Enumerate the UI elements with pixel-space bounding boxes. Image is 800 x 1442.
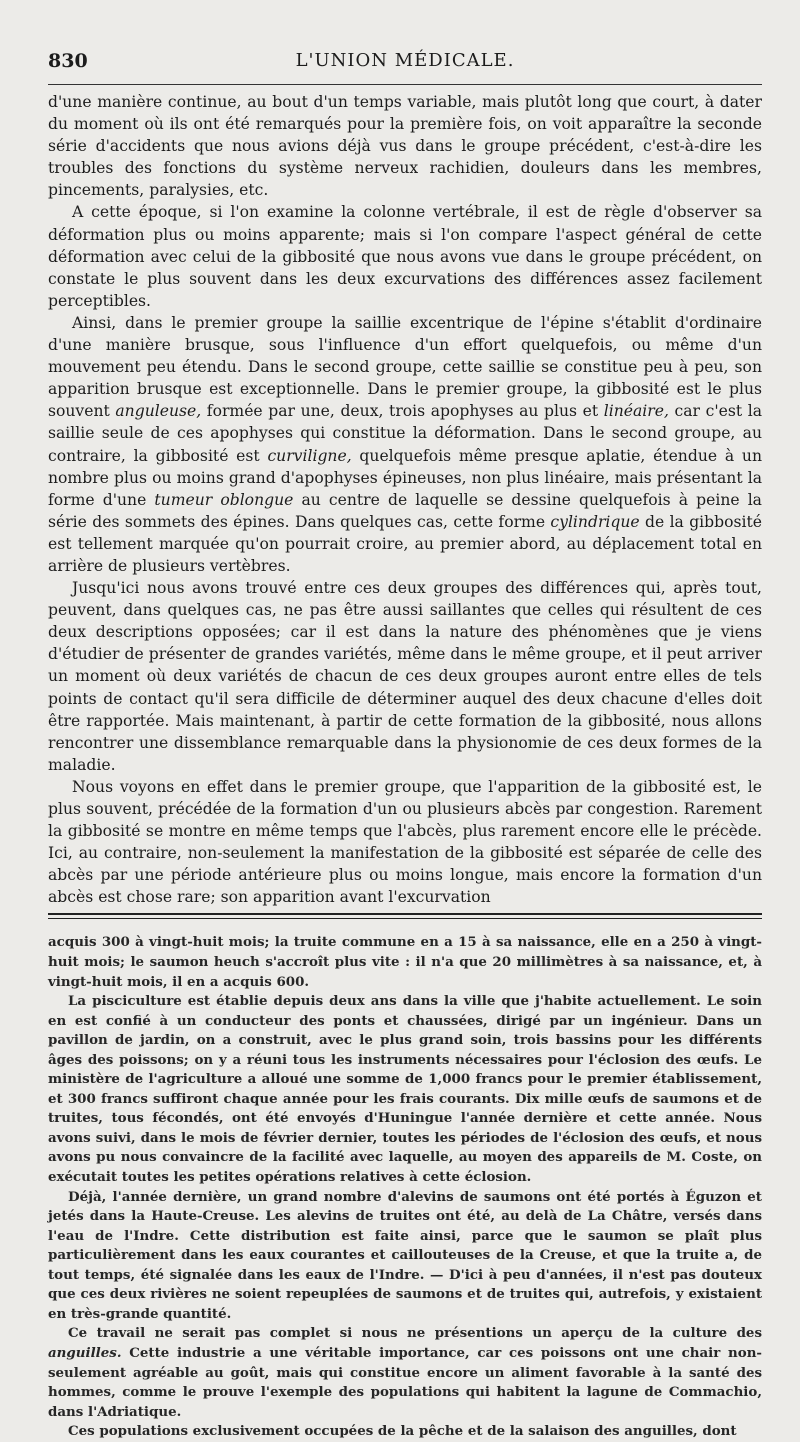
- italic-anguilles: anguilles.: [48, 1344, 122, 1361]
- paragraph-3-text-a: Ainsi, dans le premier groupe la saillie excentrique de l'épine s'établit d'ordinaire d'une manière brusque, sous l'influence d'un effort quelquefois, ou même d'un mouvement peu étendu. Dans le second groupe, cette saillie se constitue peu à peu, son apparition brusque est exceptionnelle. Dans le premier groupe, la gibbosité est le plus souvent: [48, 313, 762, 421]
- footnote-paragraph-4-text-a: Ce travail ne serait pas complet si nous ne présentions un aperçu de la culture des: [68, 1325, 762, 1342]
- paragraph-3-text-e: au centre de laquelle se dessine quelquefois à peine la série des sommets des épines. Dans quelques cas, cette forme: [48, 490, 762, 531]
- separator-thick-rule: [48, 913, 762, 915]
- page-header: [48, 44, 762, 74]
- paragraph-3: [48, 312, 762, 577]
- footnote-paragraph-3: Déjà, l'année dernière, un grand nombre d'alevins de saumons ont été portés à Éguzon et jetés dans la Haute-Creuse. Les alevins de truites ont été, au delà de La Châtre, versés dans l'eau de l'Indre. Cette distribution est faite ainsi, parce que le saumon se plaît plus particulièrement dans les eaux courantes et caillouteuses de la Creuse, et que la truite a, de tout temps, été signalée dans les eaux de l'Indre. — D'ici à peu d'années, il n'est pas douteux que ces deux rivières ne soient repeuplées de saumons et de truites qui, autrefois, y existaient en très-grande quantité.: [48, 1188, 762, 1322]
- paragraph-2: A cette époque, si l'on examine la colonne vertébrale, il est de règle d'observer sa déformation plus ou moins apparente; mais si l'on compare l'aspect général de cette déformation avec celui de la gibbosité que nous avons vue dans le groupe précédent, on constate le plus souvent dans les deux excurvations des différences assez facilement perceptibles.: [48, 203, 762, 310]
- paragraph-3-text-f: de la gibbosité est tellement marquée qu'on pourrait croire, au premier abord, au déplacement total en arrière de plusieurs vertèbres.: [48, 512, 763, 575]
- footnote-text: [48, 933, 762, 1441]
- paragraph-3-text-c: car c'est la saillie seule de ces apophyses qui constitue la déformation. Dans le second groupe, au contraire, la gibbosité est: [48, 402, 762, 465]
- paragraph-3-text-b: formée par une, deux, trois apophyses au plus et: [201, 402, 604, 421]
- footnote-paragraph-5: Ces populations exclusivement occupées de la pêche et de la salaison des anguilles, dont: [68, 1423, 737, 1440]
- running-title: L'UNION MÉDICALE.: [295, 50, 515, 71]
- italic-curviligne: curviligne,: [267, 446, 352, 465]
- footnote-paragraph-1: acquis 300 à vingt-huit mois; la truite commune en a 15 à sa naissance, elle en a 250 à vingt-huit mois; le saumon heuch s'accroît plus vite : il n'a que 20 millimètres à sa naissance, et, à vingt-huit mois, il en a acquis 600.: [48, 934, 762, 990]
- footnote-separator: [48, 913, 762, 919]
- page-number: 830: [48, 50, 88, 72]
- footnote-paragraph-4-text-b: Cette industrie a une véritable importance, car ces poissons ont une chair non-seulement agréable au goût, mais qui constitue encore un aliment favorable à la santé des hommes, comme le prouve l'exemple des populations qui habitent la lagune de Commachio, dans l'Adriatique.: [48, 1344, 762, 1420]
- italic-lineaire: linéaire,: [603, 402, 669, 421]
- footnote-paragraph-2: La pisciculture est établie depuis deux ans dans la ville que j'habite actuellement. Le soin en est confié à un conducteur des ponts et chaussées, dirigé par un ingénieur. Dans un pavillon de jardin, on a construit, avec le plus grand soin, trois bassins pour les différents âges des poissons; on y a réuni tous les instruments nécessaires pour l'éclosion des œufs. Le ministère de l'agriculture a alloué une somme de 1,000 francs pour le premier établissement, et 300 francs suffiront chaque année pour les frais courants. Dix mille œufs de saumons et de truites, tous fécondés, ont été envoyés d'Huningue l'année dernière et cette année. Nous avons suivi, dans le mois de février dernier, toutes les périodes de l'éclosion des œufs, et nous avons pu nous convaincre de la facilité avec laquelle, au moyen des appareils de M. Coste, on exécutait toutes les petites opérations relatives à cette éclosion.: [48, 993, 762, 1186]
- paragraph-5: Nous voyons en effet dans le premier groupe, que l'apparition de la gibbosité est, le plus souvent, précédée de la formation d'un ou plusieurs abcès par congestion. Rarement la gibbosité se montre en même temps que l'abcès, plus rarement encore elle le précède. Ici, au contraire, non-seulement la manifestation de la gibbosité est séparée de celle des abcès par une période antérieure plus ou moins longue, mais encore la formation d'un abcès est chose rare; son apparition avant l'excurvation: [48, 777, 762, 907]
- paragraph-4: Jusqu'ici nous avons trouvé entre ces deux groupes des différences qui, après tout, peuvent, dans quelques cas, ne pas être aussi saillantes que celles qui résultent de ces deux descriptions opposées; car il est dans la nature des phénomènes que je viens d'étudier de présenter de grandes variétés, même dans le même groupe, et il peut arriver un moment où deux variétés de chacun de ces deux groupes auront entre elles de tels points de contact qu'il sera difficile de déterminer auquel des deux chacune d'elles doit être rapportée. Mais maintenant, à partir de cette formation de la gibbosité, nous allons rencontrer une dissemblance remarquable dans la physionomie de ces deux formes de la maladie.: [48, 579, 762, 774]
- italic-anguleuse: anguleuse,: [115, 402, 202, 421]
- header-rule: [48, 84, 762, 85]
- italic-cylindrique: cylindrique: [550, 512, 640, 531]
- paragraph-3-text-d: quelquefois même presque aplatie, étendue à un nombre plus ou moins grand d'apophyses épineuses, non plus linéaire, mais présentant la forme d'une: [48, 446, 762, 509]
- separator-thin-rule: [48, 918, 762, 919]
- footnote-paragraph-4: [48, 1324, 762, 1422]
- paragraph-1: d'une manière continue, au bout d'un temps variable, mais plutôt long que court, à dater du moment où ils ont été remarqués pour la première fois, on voit apparaître la seconde série d'accidents que nous avions déjà vus dans le groupe précédent, c'est-à-dire les troubles des fonctions du système nerveux rachidien, douleurs dans les membres, pincements, paralysies, etc.: [48, 93, 762, 200]
- main-text: [48, 91, 762, 908]
- italic-tumeur-oblongue: tumeur oblongue: [154, 490, 294, 509]
